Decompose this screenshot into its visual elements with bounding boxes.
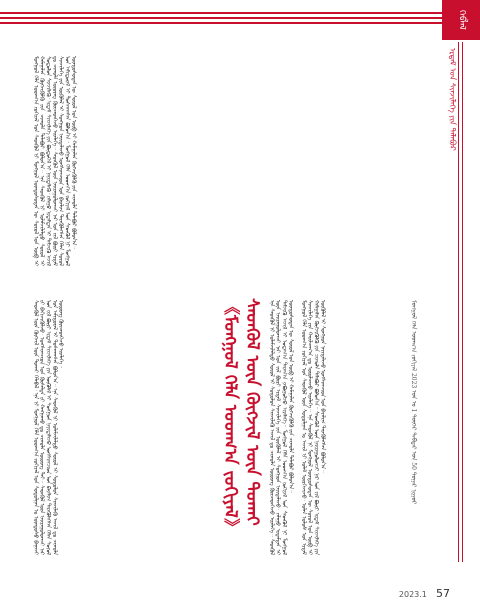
article-column-3: ᠰᠡᠳᠬᠦᠯ ᠦᠨ ᠬᠥᠭᠵᠢᠯ ᠦᠨ ᠲᠤᠬᠠᠢ ᠬᠡᠯᠡᠪᠡᠯ᠂ ᠡᠨᠡ ᠨᠢ ᠮᠣᠩᠭᠣᠯ ᠬᠡᠯᠡ ᠤᠳᠬ᠎ᠠ ᠵᠣᠬᠢᠶᠠᠯ ᠤᠨ ᠰᠤᠳᠤᠯᠭᠠᠨ ᠤ ᠦᠨᠳᠦᠰᠦ ᠪᠠᠭᠠᠵᠢ ᠶᠢ ᠪᠡᠬᠢᠵᠢᠭᠦᠯᠵᠦ᠂ ᠤᠩᠰᠢᠭᠴᠢᠳ ᠤᠨ ᠬᠦᠰᠡᠯᠲᠡ ᠶᠢ ᠬᠠᠩᠭᠠᠬᠤ ᠳᠤ ᠴᠢᠬᠤᠯᠠ ᠦᠦᠷᠡᠭ ᠲᠡᠢ᠃ ᠰᠡᠳᠬᠦᠯ ᠦᠨ ᠨᠠᠢᠷᠠᠭᠤᠯᠤᠭᠴᠢ ᠨᠠᠷ ᠣᠨ ᠵᠢᠯ ᠪᠦᠷᠢ ᠡᠷᠳᠡᠮ ᠰᠢᠨᠵᠢᠯᠡᠭᠡ ᠶᠢᠨ ᠥᠭᠦᠯᠡᠯ ᠢ ᠰᠣᠩᠭᠣᠨ ᠨᠡᠶᠢᠲᠡᠯᠡᠵᠦ ᠤᠩᠰᠢᠭᠴᠢᠳ ᠤᠨ ᠪᠠᠶᠠᠯᠢᠭ ᠲᠡᠷᠡᠭᠦᠯᠡᠭᠰᠡᠨ ᠬᠡᠯᠡᠨ ᠰᠣᠶᠤᠯ ᠤᠨ ᠠᠮᠢᠳᠤᠷᠠᠯ ᠢ ᠲᠤᠰᠬᠠᠭᠰᠠᠨ ᠪᠣᠯᠤᠨ᠎ᠠ᠃ ᠡᠨᠡ ᠰᠡᠳᠬᠦᠯ ᠨᠢ ᠤᠯᠠᠮᠵᠢᠯᠠᠯᠲᠤ ᠰᠣᠶᠤᠯ ᠢ ᠰᠤᠳᠤᠯᠤᠨ ᠰᠢᠨᠵᠢᠯᠡᠬᠦ ᠠᠵᠢᠯ ᠳᠤ ᠴᠢᠬᠤᠯᠠ ᠦᠦᠷᠡᠭ ᠭᠦᠢᠴᠡᠳᠭᠡᠵᠦ ᠢᠷᠡᠯᠡᠭᠡ᠃ bbox=[32, 300, 64, 555]
section-badge bbox=[442, 0, 480, 40]
article-column-2: ᠡᠨᠡ ᠰᠡᠳᠬᠦᠯ ᠨᠢ ᠤᠯᠠᠮᠵᠢᠯᠠᠯᠲᠤ ᠰᠣᠶᠤᠯ ᠢ ᠰᠤᠳᠤᠯᠤᠨ ᠰᠢᠨᠵᠢᠯᠡᠬᠦ ᠠᠵᠢᠯ ᠳᠤ ᠴᠢᠬᠤᠯᠠ ᠦᠦᠷᠡᠭ ᠭᠦᠢᠴᠡᠳᠭᠡᠵᠦ ᠢᠷᠡᠯᠡᠭᠡ᠃ ᠰᠡᠳᠬᠦᠯ ᠦᠨ ᠨᠠᠢᠷᠠᠭᠤᠯᠤᠭᠴᠢ ᠨᠠᠷ ᠣᠨ ᠵᠢᠯ ᠪᠦᠷᠢ ᠡᠷᠳᠡᠮ ᠰᠢᠨᠵᠢᠯᠡᠭᠡ ᠶᠢᠨ ᠥᠭᠦᠯᠡᠯ ᠢ ᠰᠣᠩᠭᠣᠨ ᠨᠡᠶᠢᠲᠡᠯᠡᠵᠦ᠂ ᠵᠠᠯᠠᠭᠤ ᠡᠷᠳᠡᠮᠲᠡᠨ ᠢ ᠳᠡᠮᠵᠢᠬᠦ ᠠᠵᠢᠯ ᠢ ᠤᠳᠠᠭ᠎ᠠ ᠳᠠᠷᠠᠭ᠎ᠠ ᠶᠠᠪᠤᠭᠤᠯᠵᠤ ᠢᠷᠡᠯᠡᠭᠡ᠃ ᠮᠣᠩᠭᠣᠯ ᠬᠡᠯᠡ ᠤᠳᠬ᠎ᠠ ᠵᠣᠬᠢᠶᠠᠯ ᠤᠨ ᠰᠡᠳᠬᠦᠯ ᠨᠢ ᠮᠣᠩᠭᠣᠯ ᠦᠨᠳᠦᠰᠦᠲᠡᠨ ᠦ ᠰᠣᠶᠤᠯ ᠤᠨ ᠥᠪ ᠢ ᠬᠠᠮᠠᠭᠠᠯᠠᠨ ᠬᠥᠭᠵᠢᠭᠦᠯᠬᠦ ᠶᠢᠨ ᠴᠢᠬᠤᠯᠠ ᠲᠠᠯᠠᠪᠤᠷ ᠪᠣᠯᠤᠨ᠎ᠠ᠃ bbox=[268, 300, 294, 555]
margin-rule bbox=[462, 42, 463, 562]
article-meta: ᠮᠣᠩᠭᠣᠯ ᠬᠡᠯᠡ ᠤᠳᠬ᠎ᠠ ᠵᠣᠬᠢᠶᠠᠯ 2023 ᠣᠨ ᠤ 1 ᠳᠦᠭᠡᠷ ᠳᠡᠪᠲᠡᠷ ᠤᠨ 50 ᠳᠤᠭᠠᠷ ᠨᠢᠭᠤᠷ bbox=[410, 300, 417, 505]
header-stripe bbox=[0, 22, 442, 24]
article-title-line-1: 《ᠮᠣᠩᠭᠣᠯ ᠬᠡᠯᠡ ᠤᠳᠬ᠎ᠠ ᠵᠣᠬᠢᠶᠠᠯ》 bbox=[220, 298, 240, 535]
header-stripe bbox=[0, 17, 442, 19]
page-footer bbox=[380, 582, 450, 601]
issue-number: 2023.1 bbox=[398, 590, 427, 599]
section-badge-label: ᠬᠡᠪᠯᠡᠯ bbox=[456, 10, 467, 30]
section-label: ᠡᠷᠳᠡᠮ ᠤᠨ ᠰᠢᠨᠵᠢᠯᠡᠭᠡ ᠶᠢᠨ ᠲᠠᠯᠠᠪᠤᠷ bbox=[448, 48, 457, 151]
article-title-line-2: ᠰᠡᠳᠬᠦᠯ ᠦᠨ ᠬᠥᠭᠵᠢᠯ ᠦᠨ ᠲᠤᠬᠠᠢ bbox=[242, 298, 262, 526]
article-column-4: ᠮᠣᠩᠭᠣᠯ ᠬᠡᠯᠡ ᠤᠳᠬ᠎ᠠ ᠵᠣᠬᠢᠶᠠᠯ ᠤᠨ ᠰᠡᠳᠬᠦᠯ ᠦᠨ ᠰᠤᠳᠤᠯᠭᠠᠨ ᠤ ᠠᠵᠢᠯ ᠨᠢ ᠤᠯᠠᠮ ᠥᠷᠭᠡᠵᠢᠵᠦ᠂ ᠣᠯᠠᠨ ᠤᠯᠤᠰ ᠤᠨ ᠡᠷᠳᠡᠮ ᠰᠢᠨᠵᠢᠯᠡᠭᠡ ᠶᠢᠨ ᠬᠠᠷᠢᠯᠴᠠᠭ᠎ᠠ ᠳᠤ ᠣᠷᠣᠯᠴᠠᠵᠤ ᠢᠷᠡᠯᠡᠭᠡ᠃ ᠡᠨᠡ ᠰᠡᠳᠬᠦᠯ ᠨᠢ ᠮᠣᠩᠭᠣᠯ ᠦᠨᠳᠦᠰᠦᠲᠡᠨ ᠦ ᠰᠣᠶᠤᠯ ᠤᠨ ᠥᠪ ᠢ ᠬᠠᠮᠠᠭᠠᠯᠠᠨ ᠬᠥᠭᠵᠢᠭᠦᠯᠬᠦ ᠶᠢᠨ ᠴᠢᠬᠤᠯᠠ ᠲᠠᠯᠠᠪᠤᠷ ᠪᠣᠯᠤᠨ᠎ᠠ᠃ ᠰᠡᠳᠬᠦᠯ ᠦᠨ ᠨᠠᠢᠷᠠᠭᠤᠯᠤᠭᠴᠢ ᠨᠠᠷ ᠣᠨ ᠵᠢᠯ ᠪᠦᠷᠢ ᠡᠷᠳᠡᠮ ᠰᠢᠨᠵᠢᠯᠡᠭᠡ ᠶᠢᠨ ᠥᠭᠦᠯᠡᠯ ᠢ ᠰᠣᠩᠭᠣᠨ ᠨᠡᠶᠢᠲᠡᠯᠡᠵᠦ ᠤᠩᠰᠢᠭᠴᠢᠳ ᠤᠨ ᠪᠠᠶᠠᠯᠢᠭ ᠲᠡᠷᠡᠭᠦᠯᠡᠭᠰᠡᠨ ᠪᠣᠯᠤᠨ᠎ᠠ᠃ bbox=[300, 300, 326, 555]
article-column-1: ᠮᠣᠩᠭᠣᠯ ᠬᠡᠯᠡ ᠤᠳᠬ᠎ᠠ ᠵᠣᠬᠢᠶᠠᠯ ᠤᠨ ᠰᠡᠳᠬᠦᠯ ᠨᠢ ᠮᠣᠩᠭᠣᠯ ᠦᠨᠳᠦᠰᠦᠲᠡᠨ ᠦ ᠰᠣᠶᠤᠯ ᠤᠨ ᠥᠪ ᠢ ᠬᠠᠮᠠᠭᠠᠯᠠᠨ ᠬᠥᠭᠵᠢᠭᠦᠯᠬᠦ ᠶᠢᠨ ᠴᠢᠬᠤᠯᠠ ᠲᠠᠯᠠᠪᠤᠷ ᠪᠣᠯᠤᠨ᠎ᠠ᠃ ᠡᠨᠡ ᠰᠡᠳᠬᠦᠯ ᠨᠢ ᠤᠯᠠᠮᠵᠢᠯᠠᠯᠲᠤ ᠰᠣᠶᠤᠯ ᠢ ᠰᠤᠳᠤᠯᠤᠨ ᠰᠢᠨᠵᠢᠯᠡᠬᠦ᠂ ᠡᠷᠳᠡᠮ ᠰᠢᠨᠵᠢᠯᠡᠭᠡ ᠶᠢᠨ ᠪᠦᠲᠦᠭᠡᠯ ᠢ ᠨᠡᠶᠢᠲᠡᠯᠡᠬᠦ᠂ ᠵᠠᠯᠠᠭᠤ ᠡᠷᠳᠡᠮᠲᠡᠨ ᠢ ᠳᠡᠮᠵᠢᠬᠦ ᠠᠵᠢᠯ ᠳᠤ ᠴᠢᠬᠤᠯᠠ ᠦᠦᠷᠡᠭ ᠭᠦᠢᠴᠡᠳᠭᠡᠵᠦ ᠢᠷᠡᠯᠡᠭᠡ᠃ ᠰᠡᠳᠬᠦᠯ ᠦᠨ ᠨᠠᠢᠷᠠᠭᠤᠯᠤᠭᠴᠢ ᠨᠠᠷ ᠣᠨ ᠵᠢᠯ ᠪᠦᠷᠢ ᠡᠷᠳᠡᠮ ᠰᠢᠨᠵᠢᠯᠡᠭᠡ ᠶᠢᠨ ᠥᠭᠦᠯᠡᠯ ᠢ ᠰᠣᠩᠭᠣᠨ ᠨᠡᠶᠢᠲᠡᠯᠡᠵᠦ ᠤᠩᠰᠢᠭᠴᠢᠳ ᠤᠨ ᠪᠠᠶᠠᠯᠢᠭ ᠲᠡᠷᠡᠭᠦᠯᠡᠭᠰᠡᠨ ᠬᠡᠯᠡᠨ ᠰᠣᠶᠤᠯ ᠤᠨ ᠠᠮᠢᠳᠤᠷᠠᠯ ᠢ ᠲᠤᠰᠬᠠᠭᠰᠠᠨ ᠪᠣᠯᠤᠨ᠎ᠠ᠃ ᠮᠣᠩᠭᠣᠯ ᠬᠡᠯᠡ ᠤᠳᠬ᠎ᠠ ᠵᠣᠬᠢᠶᠠᠯ ᠤᠨ ᠰᠡᠳᠬᠦᠯ ᠨᠢ ᠮᠣᠩᠭᠣᠯ ᠦᠨᠳᠦᠰᠦᠲᠡᠨ ᠦ ᠰᠣᠶᠤᠯ ᠤᠨ ᠥᠪ ᠢ ᠬᠠᠮᠠᠭᠠᠯᠠᠨ ᠬᠥᠭᠵᠢᠭᠦᠯᠬᠦ ᠶᠢᠨ ᠴᠢᠬᠤᠯᠠ ᠲᠠᠯᠠᠪᠤᠷ ᠪᠣᠯᠤᠨ᠎ᠠ᠃ bbox=[32, 56, 77, 266]
header-stripe bbox=[0, 12, 442, 14]
margin-rule bbox=[458, 42, 459, 562]
page-number: 57 bbox=[436, 587, 450, 600]
